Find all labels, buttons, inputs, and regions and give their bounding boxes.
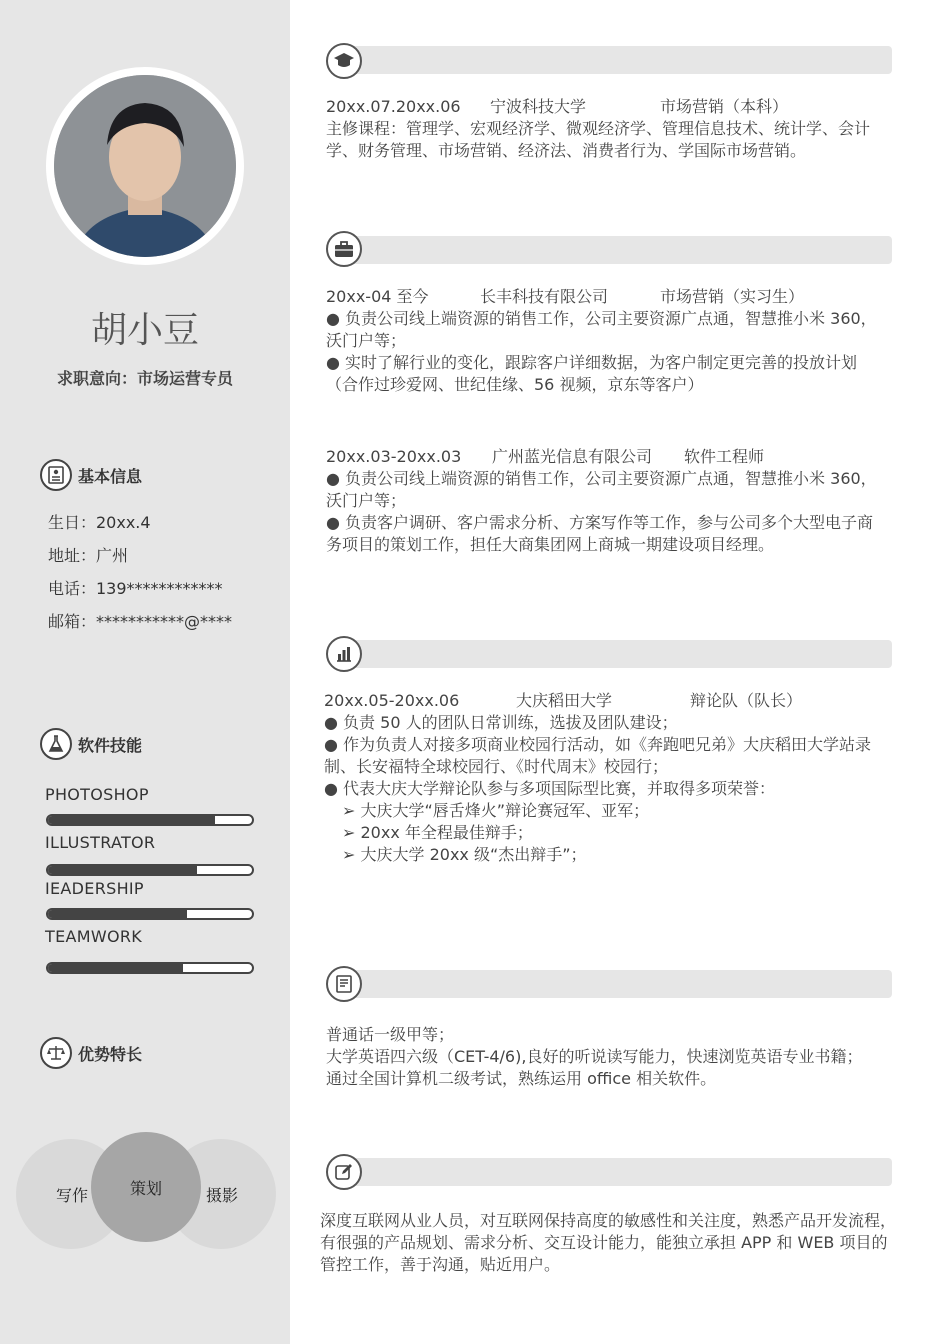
campus-school: 大庆稻田大学: [516, 691, 613, 710]
self-block: [320, 1210, 920, 1276]
work-line: ● 负责公司线上端资源的销售工作，公司主要资源广点通，智慧推小米 360，: [326, 309, 877, 328]
skill-bar-fill: [48, 816, 215, 824]
work-role: 市场营销（实习生）: [660, 287, 805, 306]
cert-line: 大学英语四六级（CET-4/6),良好的听说读写能力，快速浏览英语专业书籍；: [326, 1047, 863, 1066]
skill-name: TEAMWORK: [45, 927, 143, 946]
certificate-icon: [326, 966, 362, 1002]
self-line: 深度互联网从业人员，对互联网保持高度的敏感性和关注度，熟悉产品开发流程，: [320, 1211, 897, 1230]
work-line: 沃门户等；: [326, 491, 407, 510]
strengths-heading: [40, 1036, 142, 1070]
profile-photo-frame: [46, 67, 244, 265]
campus-role: 辩论队（队长）: [690, 691, 803, 710]
work-line: 沃门户等；: [326, 331, 407, 350]
education-section-bar: [340, 46, 892, 74]
flask-icon: [40, 728, 72, 760]
info-address: 地址：广州: [48, 546, 129, 565]
job-intent: 求职意向：市场运营专员: [56, 369, 233, 388]
skill-bar-fill: [48, 910, 187, 918]
skill-bar-fill: [48, 964, 183, 972]
avatar: [54, 75, 236, 257]
work-section-bar: [340, 236, 892, 264]
campus-block: [324, 690, 904, 866]
strengths-title: 优势特长: [78, 1044, 143, 1064]
candidate-name: 胡小豆: [90, 310, 199, 351]
work-item-2: [326, 446, 906, 556]
sidebar: [0, 0, 290, 1344]
id-card-icon: [40, 459, 72, 491]
self-section-bar: [340, 1158, 892, 1186]
basic-info-title: 基本信息: [78, 466, 143, 486]
briefcase-icon: [326, 231, 362, 267]
work-company: 长丰科技有限公司: [480, 287, 609, 306]
edit-pencil-icon: [326, 1154, 362, 1190]
education-major: 市场营销（本科）: [660, 97, 789, 116]
strength-circle-photography: 摄影: [166, 1139, 276, 1249]
self-line: 有很强的产品规划、需求分析、交互设计能力，能独立承担 APP 和 WEB 项目的: [320, 1233, 888, 1252]
campus-honor: ➢ 大庆大学“唇舌烽火”辩论赛冠军、亚军；: [342, 801, 650, 820]
campus-section-bar: [340, 640, 892, 668]
skill-bar: [46, 814, 254, 826]
strength-circle-writing: 写作: [16, 1139, 126, 1249]
campus-honor: ➢ 大庆大学 20xx 级“杰出辩手”；: [342, 845, 587, 864]
info-phone: 电话：139************: [48, 579, 223, 598]
strength-circle-planning: 策划: [91, 1132, 201, 1242]
skill-bar-fill: [48, 866, 197, 874]
education-courses-line: 主修课程：管理学、宏观经济学、微观经济学、管理信息技术、统计学、会计: [326, 119, 871, 138]
skill-name: ILLUSTRATOR: [45, 833, 156, 852]
work-date: 20xx-04 至今: [326, 287, 429, 306]
cert-line: 通过全国计算机二级考试，熟练运用 office 相关软件。: [326, 1069, 717, 1088]
work-line: ● 负责客户调研、客户需求分析、方案写作等工作，参与公司多个大型电子商: [326, 513, 874, 532]
graduation-cap-icon: [326, 43, 362, 79]
work-line: （合作过珍爱网、世纪佳缘、56 视频，京东等客户）: [326, 375, 704, 394]
campus-line: 制、长安福特全球校园行、《时代周末》校园行；: [324, 757, 669, 776]
skill-name: PHOTOSHOP: [45, 785, 149, 804]
skills-title: 软件技能: [78, 735, 143, 755]
info-email: 邮箱：***********@****: [48, 612, 233, 631]
work-line: ● 负责公司线上端资源的销售工作，公司主要资源广点通，智慧推小米 360，: [326, 469, 877, 488]
skill-bar: [46, 962, 254, 974]
campus-honor: ➢ 20xx 年全程最佳辩手；: [342, 823, 533, 842]
skills-heading: [40, 727, 142, 761]
work-item-1: [326, 286, 906, 396]
building-chart-icon: [326, 636, 362, 672]
campus-line: ● 代表大庆大学辩论队参与多项国际型比赛，并取得多项荣誉：: [324, 779, 776, 798]
skill-bar: [46, 908, 254, 920]
education-school: 宁波科技大学: [490, 97, 587, 116]
education-block: [326, 96, 906, 162]
education-courses-line: 学、财务管理、市场营销、经济法、消费者行为、学国际市场营销。: [326, 141, 807, 160]
campus-line: ● 作为负责人对接多项商业校园行活动，如《奔跑吧兄弟》大庆稻田大学站录: [324, 735, 872, 754]
scale-icon: [40, 1037, 72, 1069]
work-role: 软件工程师: [684, 447, 765, 466]
campus-line: ● 负责 50 人的团队日常训练，选拔及团队建设；: [324, 713, 678, 732]
work-line: ● 实时了解行业的变化，跟踪客户详细数据，为客户制定更完善的投放计划: [326, 353, 858, 372]
education-date: 20xx.07.20xx.06: [326, 97, 461, 116]
certs-section-bar: [340, 970, 892, 998]
work-company: 广州蓝光信息有限公司: [492, 447, 653, 466]
basic-info-heading: [40, 458, 142, 492]
skill-name: IEADERSHIP: [45, 879, 144, 898]
certs-block: [326, 1024, 906, 1090]
info-birthday: 生日：20xx.4: [48, 513, 151, 532]
skill-bar: [46, 864, 254, 876]
campus-date: 20xx.05-20xx.06: [324, 691, 460, 710]
cert-line: 普通话一级甲等；: [326, 1025, 455, 1044]
work-line: 务项目的策划工作，担任大商集团网上商城一期建设项目经理。: [326, 535, 775, 554]
work-date: 20xx.03-20xx.03: [326, 447, 462, 466]
self-line: 管控工作，善于沟通，贴近用户。: [320, 1255, 561, 1274]
